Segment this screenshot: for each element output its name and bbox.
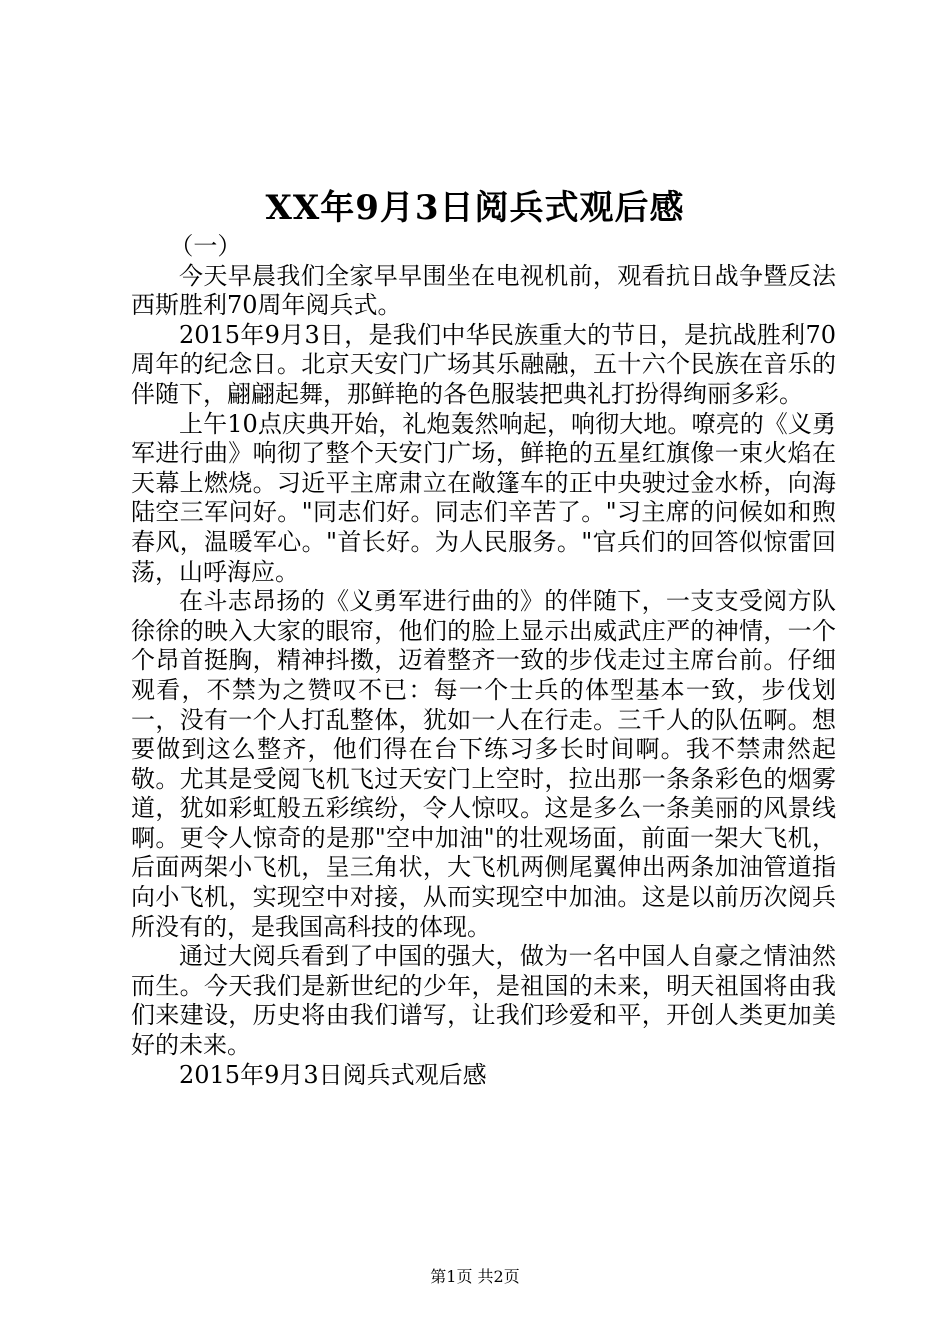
document-title: XX年9月3日阅兵式观后感 [265, 188, 685, 228]
paragraph: 上午10点庆典开始，礼炮轰然响起，响彻大地。嘹亮的《义勇军进行曲》响彻了整个天安门广场，鲜艳的五星红旗像一束火焰在天幕上燃烧。习近平主席肃立在敞篷车的正中央驶过金水桥，向海陆空三军问好。"同志们好。同志们辛苦了。"习主席的问候如和煦春风，温暖军心。"首长好。为人民服务。"官兵们的回答似惊雷回荡，山呼海应。 [131, 409, 836, 586]
paragraph: 在斗志昂扬的《义勇军进行曲的》的伴随下，一支支受阅方队徐徐的映入大家的眼帘，他们的脸上显示出威武庄严的神情，一个个昂首挺胸，精神抖擞，迈着整齐一致的步伐走过主席台前。仔细观看，不禁为之赞叹不已：每一个士兵的体型基本一致，步伐划一，没有一个人打乱整体，犹如一人在行走。三千人的队伍啊。想要做到这么整齐，他们得在台下练习多长时间啊。我不禁肃然起敬。尤其是受阅飞机飞过天安门上空时，拉出那一条条彩色的烟雾道，犹如彩虹般五彩缤纷，令人惊叹。这是多么一条美丽的风景线啊。更令人惊奇的是那"空中加油"的壮观场面，前面一架大飞机，后面两架小飞机，呈三角状，大飞机两侧尾翼伸出两条加油管道指向小飞机，实现空中对接，从而实现空中加油。这是以前历次阅兵所没有的，是我国高科技的体现。 [131, 587, 836, 941]
document-body [131, 232, 836, 1090]
paragraph: 今天早晨我们全家早早围坐在电视机前，观看抗日战争暨反法西斯胜利70周年阅兵式。 [131, 261, 836, 320]
section-marker: （一） [169, 232, 242, 260]
paragraph: 2015年9月3日，是我们中华民族重大的节日，是抗战胜利70周年的纪念日。北京天安门广场其乐融融，五十六个民族在音乐的伴随下，翩翩起舞，那鲜艳的各色服装把典礼打扮得绚丽多彩。 [131, 320, 836, 408]
paragraph: 通过大阅兵看到了中国的强大，做为一名中国人自豪之情油然而生。今天我们是新世纪的少年，是祖国的未来，明天祖国将由我们来建设，历史将由我们谱写，让我们珍爱和平，开创人类更加美好的未来。 [131, 942, 836, 1060]
page-footer: 第1页 共2页 [430, 1267, 520, 1286]
paragraph: 2015年9月3日阅兵式观后感 [179, 1060, 487, 1089]
